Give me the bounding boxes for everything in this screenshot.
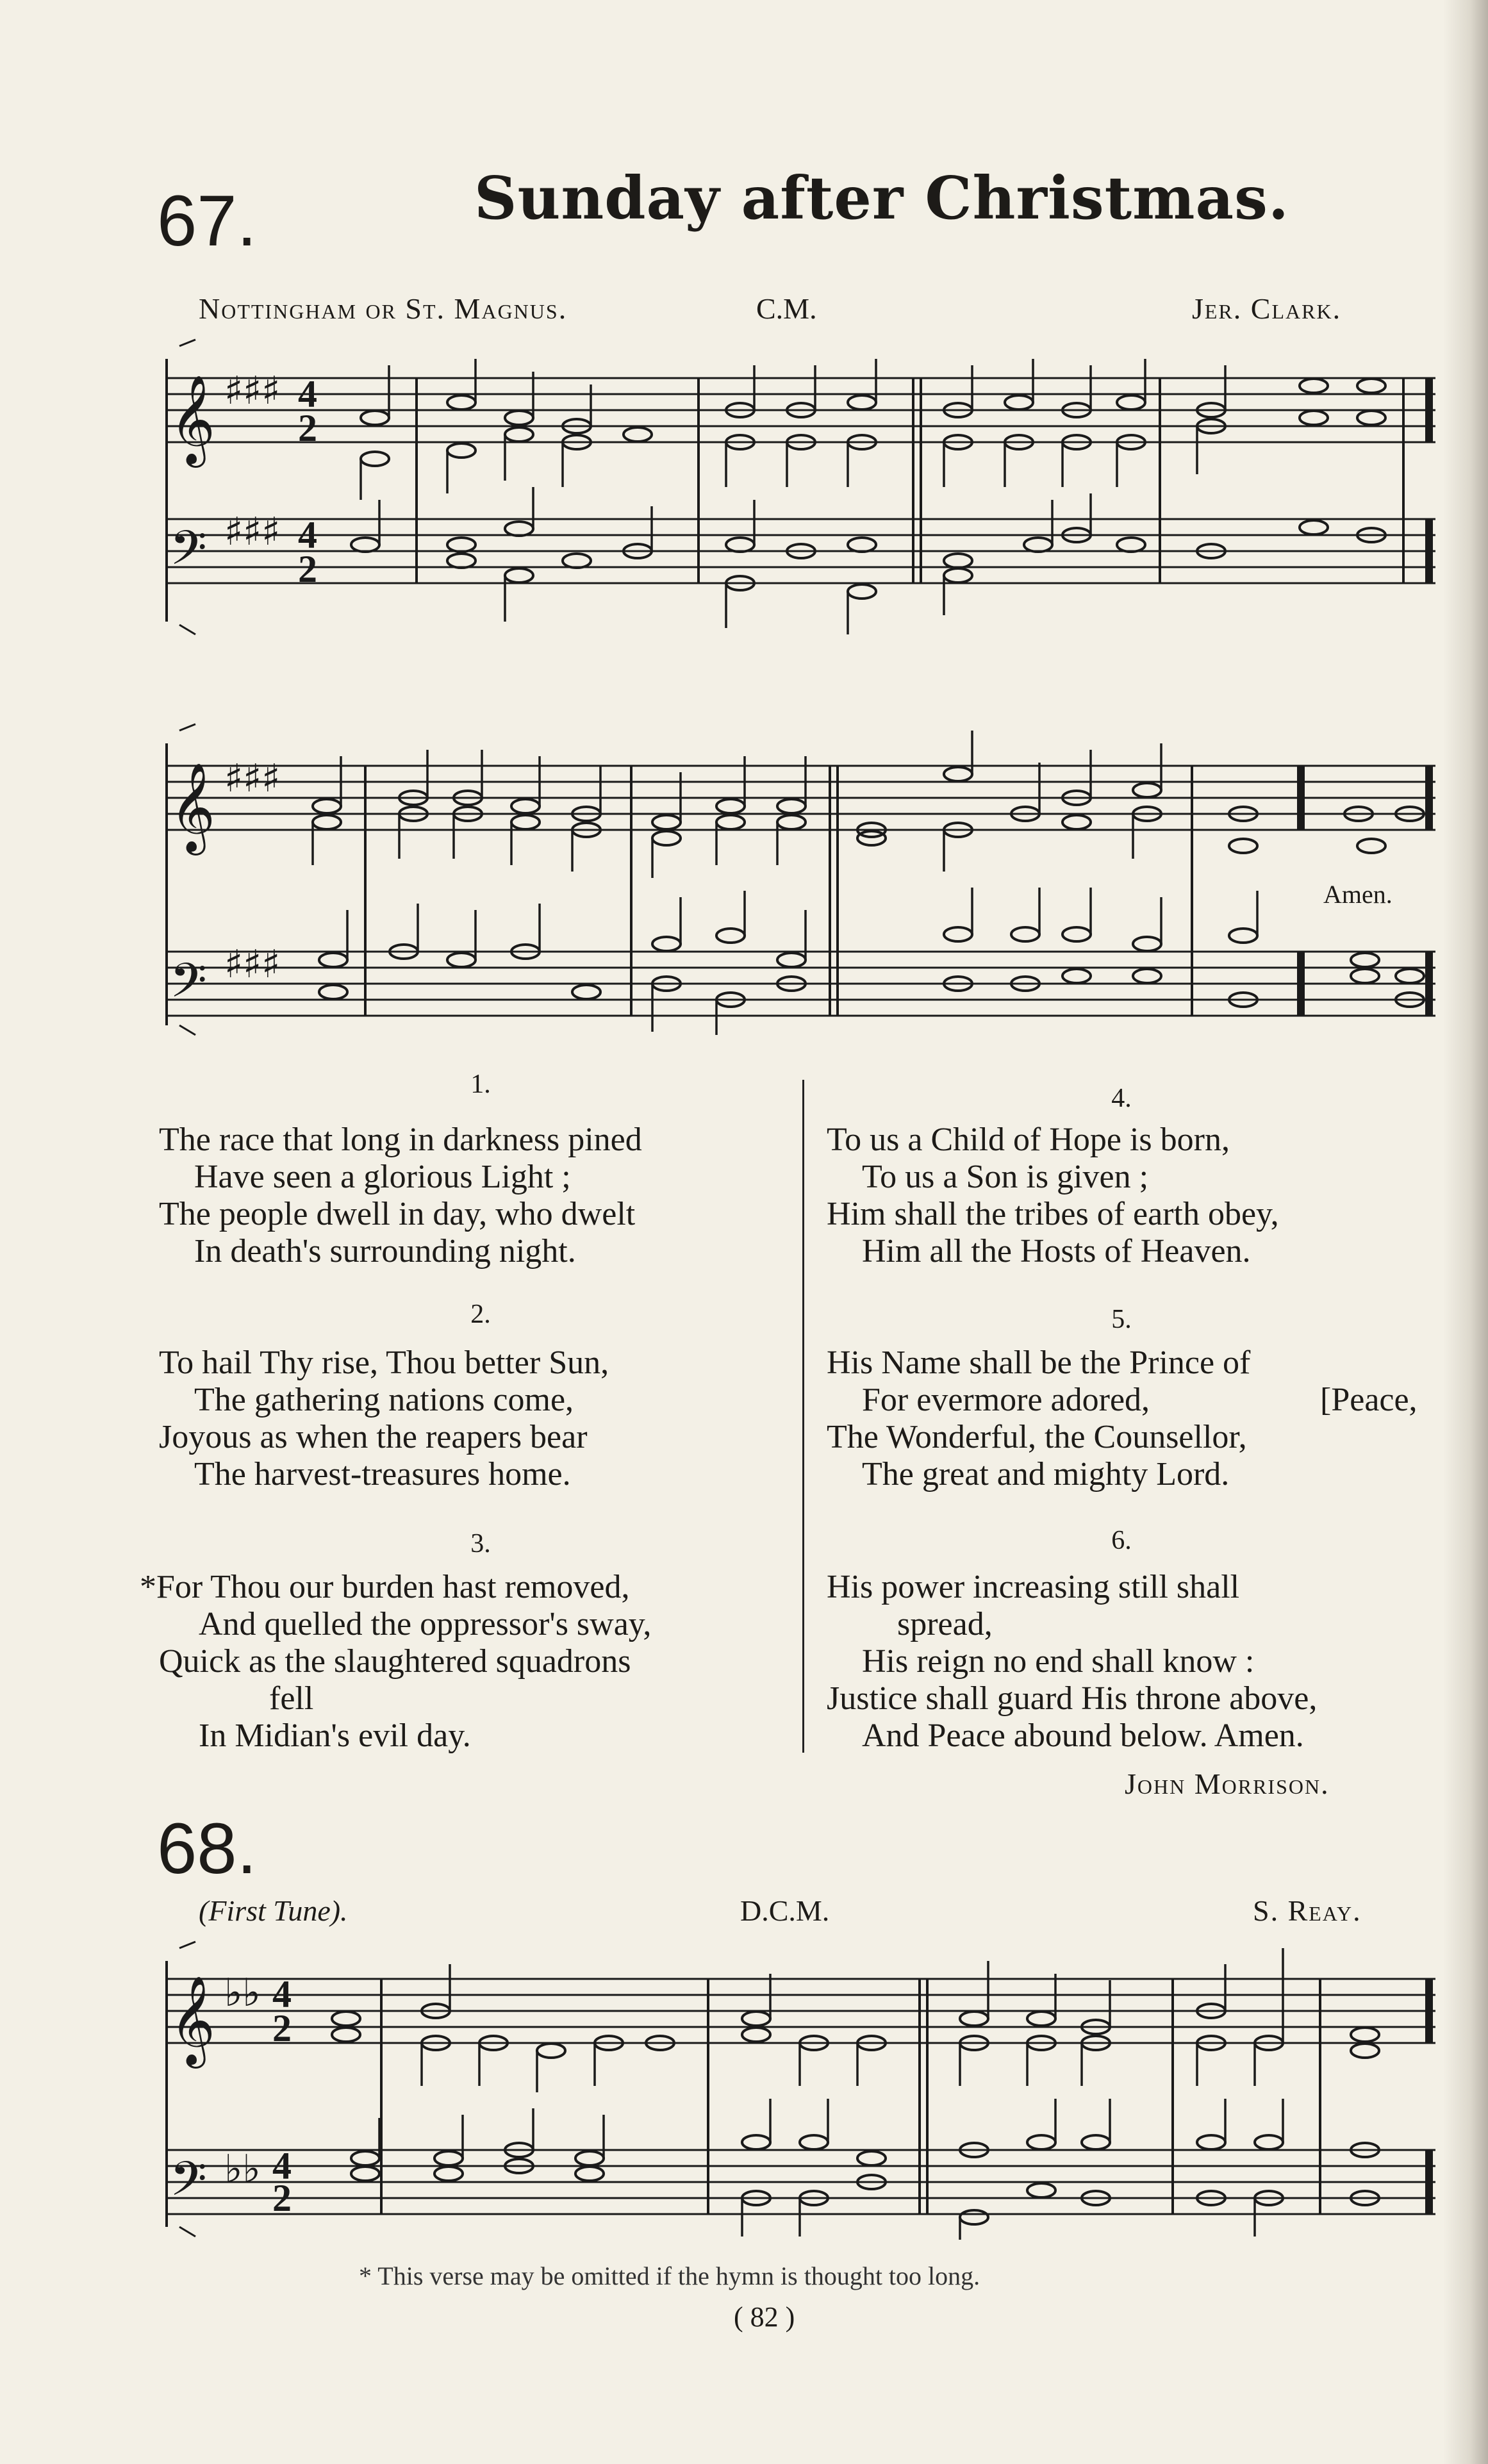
verse-5-line-3: The Wonderful, the Counsellor, bbox=[827, 1419, 1247, 1455]
svg-text:♯♯♯: ♯♯♯ bbox=[224, 509, 281, 554]
hymn-67-score-system-2 bbox=[160, 718, 1448, 1038]
hymn-68-meter: D.C.M. bbox=[740, 1894, 830, 1927]
verse-3-line-4: fell bbox=[269, 1680, 314, 1717]
svg-text:𝄞: 𝄞 bbox=[170, 375, 215, 464]
verse-3-number: 3. bbox=[470, 1529, 491, 1559]
page-number: ( 82 ) bbox=[734, 2301, 795, 2333]
hymn-68-tune-label: (First Tune). bbox=[199, 1894, 348, 1927]
verse-1-line-2: Have seen a glorious Light ; bbox=[194, 1159, 571, 1195]
verse-1-line-4: In death's surrounding night. bbox=[194, 1233, 576, 1269]
verse-1-line-3: The people dwell in day, who dwelt bbox=[159, 1196, 636, 1232]
verse-4-line-4: Him all the Hosts of Heaven. bbox=[862, 1233, 1251, 1269]
verse-4-line-1: To us a Child of Hope is born, bbox=[827, 1121, 1230, 1158]
verse-4-line-2: To us a Son is given ; bbox=[862, 1159, 1149, 1195]
verse-6-number: 6. bbox=[1111, 1526, 1132, 1555]
hymn-67-meter: C.M. bbox=[756, 292, 817, 325]
svg-text:♯♯♯: ♯♯♯ bbox=[224, 942, 281, 987]
verse-5-line-4: The great and mighty Lord. bbox=[862, 1456, 1230, 1492]
svg-text:♯♯♯: ♯♯♯ bbox=[224, 756, 281, 801]
svg-text:2: 2 bbox=[298, 548, 317, 590]
verse-2-line-4: The harvest-treasures home. bbox=[194, 1456, 571, 1492]
verse-6-line-2: spread, bbox=[897, 1606, 993, 1642]
hymn-67-amen-label: Amen. bbox=[1323, 880, 1393, 909]
verse-2-line-3: Joyous as when the reapers bear bbox=[159, 1419, 588, 1455]
svg-text:♯♯♯: ♯♯♯ bbox=[224, 368, 281, 413]
hymn-67-score-system-1 bbox=[160, 333, 1448, 654]
hymn-68-composer: S. Reay. bbox=[1253, 1894, 1362, 1927]
svg-text:𝄢: 𝄢 bbox=[170, 953, 207, 1020]
verse-5-line-2-bracket: [Peace, bbox=[1320, 1382, 1418, 1418]
svg-text:4: 4 bbox=[298, 373, 317, 415]
page-edge-shadow bbox=[1443, 0, 1488, 2464]
svg-text:𝄢: 𝄢 bbox=[170, 520, 207, 588]
svg-text:4: 4 bbox=[272, 2145, 292, 2187]
verse-3-line-1: *For Thou our burden hast removed, bbox=[140, 1569, 630, 1605]
svg-text:♭♭: ♭♭ bbox=[224, 2147, 261, 2192]
verse-6-line-1: His power increasing still shall bbox=[827, 1569, 1240, 1605]
verse-2-line-1: To hail Thy rise, Thou better Sun, bbox=[159, 1344, 609, 1381]
verse-4-line-3: Him shall the tribes of earth obey, bbox=[827, 1196, 1279, 1232]
verse-3-line-5: In Midian's evil day. bbox=[199, 1717, 471, 1754]
verse-6-line-3: His reign no end shall know : bbox=[862, 1643, 1255, 1680]
treble-staff bbox=[167, 378, 1435, 442]
svg-text:♭♭: ♭♭ bbox=[224, 1971, 261, 2015]
svg-text:𝄞: 𝄞 bbox=[170, 763, 215, 852]
verse-2-line-2: The gathering nations come, bbox=[194, 1382, 574, 1418]
footnote: * This verse may be omitted if the hymn is thought too long. bbox=[359, 2261, 980, 2290]
verse-5-line-1: His Name shall be the Prince of bbox=[827, 1344, 1251, 1381]
verse-column-divider bbox=[802, 1080, 804, 1753]
verse-6-line-4: Justice shall guard His throne above, bbox=[827, 1680, 1318, 1717]
verse-5-number: 5. bbox=[1111, 1305, 1132, 1334]
svg-text:2: 2 bbox=[298, 407, 317, 449]
hymn-67-composer: Jer. Clark. bbox=[1192, 292, 1342, 325]
verse-3-line-2: And quelled the oppressor's sway, bbox=[199, 1606, 652, 1642]
hymn-67-title: Sunday after Christmas. bbox=[474, 163, 1289, 233]
hymn-67-author: John Morrison. bbox=[1125, 1767, 1330, 1800]
verse-1-line-1: The race that long in darkness pined bbox=[159, 1121, 642, 1158]
verse-3-line-3: Quick as the slaughtered squadrons bbox=[159, 1643, 631, 1680]
svg-text:4: 4 bbox=[298, 514, 317, 556]
hymn-67-number: 67. bbox=[157, 181, 257, 261]
svg-text:2: 2 bbox=[272, 2007, 292, 2049]
svg-text:4: 4 bbox=[272, 1973, 292, 2015]
verse-4-number: 4. bbox=[1111, 1084, 1132, 1113]
svg-text:2: 2 bbox=[272, 2177, 292, 2219]
hymn-67-tune-name: Nottingham or St. Magnus. bbox=[199, 292, 568, 325]
verse-6-line-5: And Peace abound below. Amen. bbox=[862, 1717, 1304, 1754]
hymn-68-number: 68. bbox=[157, 1808, 257, 1889]
svg-text:𝄢: 𝄢 bbox=[170, 2151, 207, 2219]
verse-2-number: 2. bbox=[470, 1300, 491, 1329]
svg-text:𝄞: 𝄞 bbox=[170, 1976, 215, 2065]
verse-5-line-2: For evermore adored, bbox=[862, 1382, 1150, 1418]
verse-1-number: 1. bbox=[470, 1070, 491, 1099]
hymn-68-score-system-1 bbox=[160, 1935, 1448, 2243]
